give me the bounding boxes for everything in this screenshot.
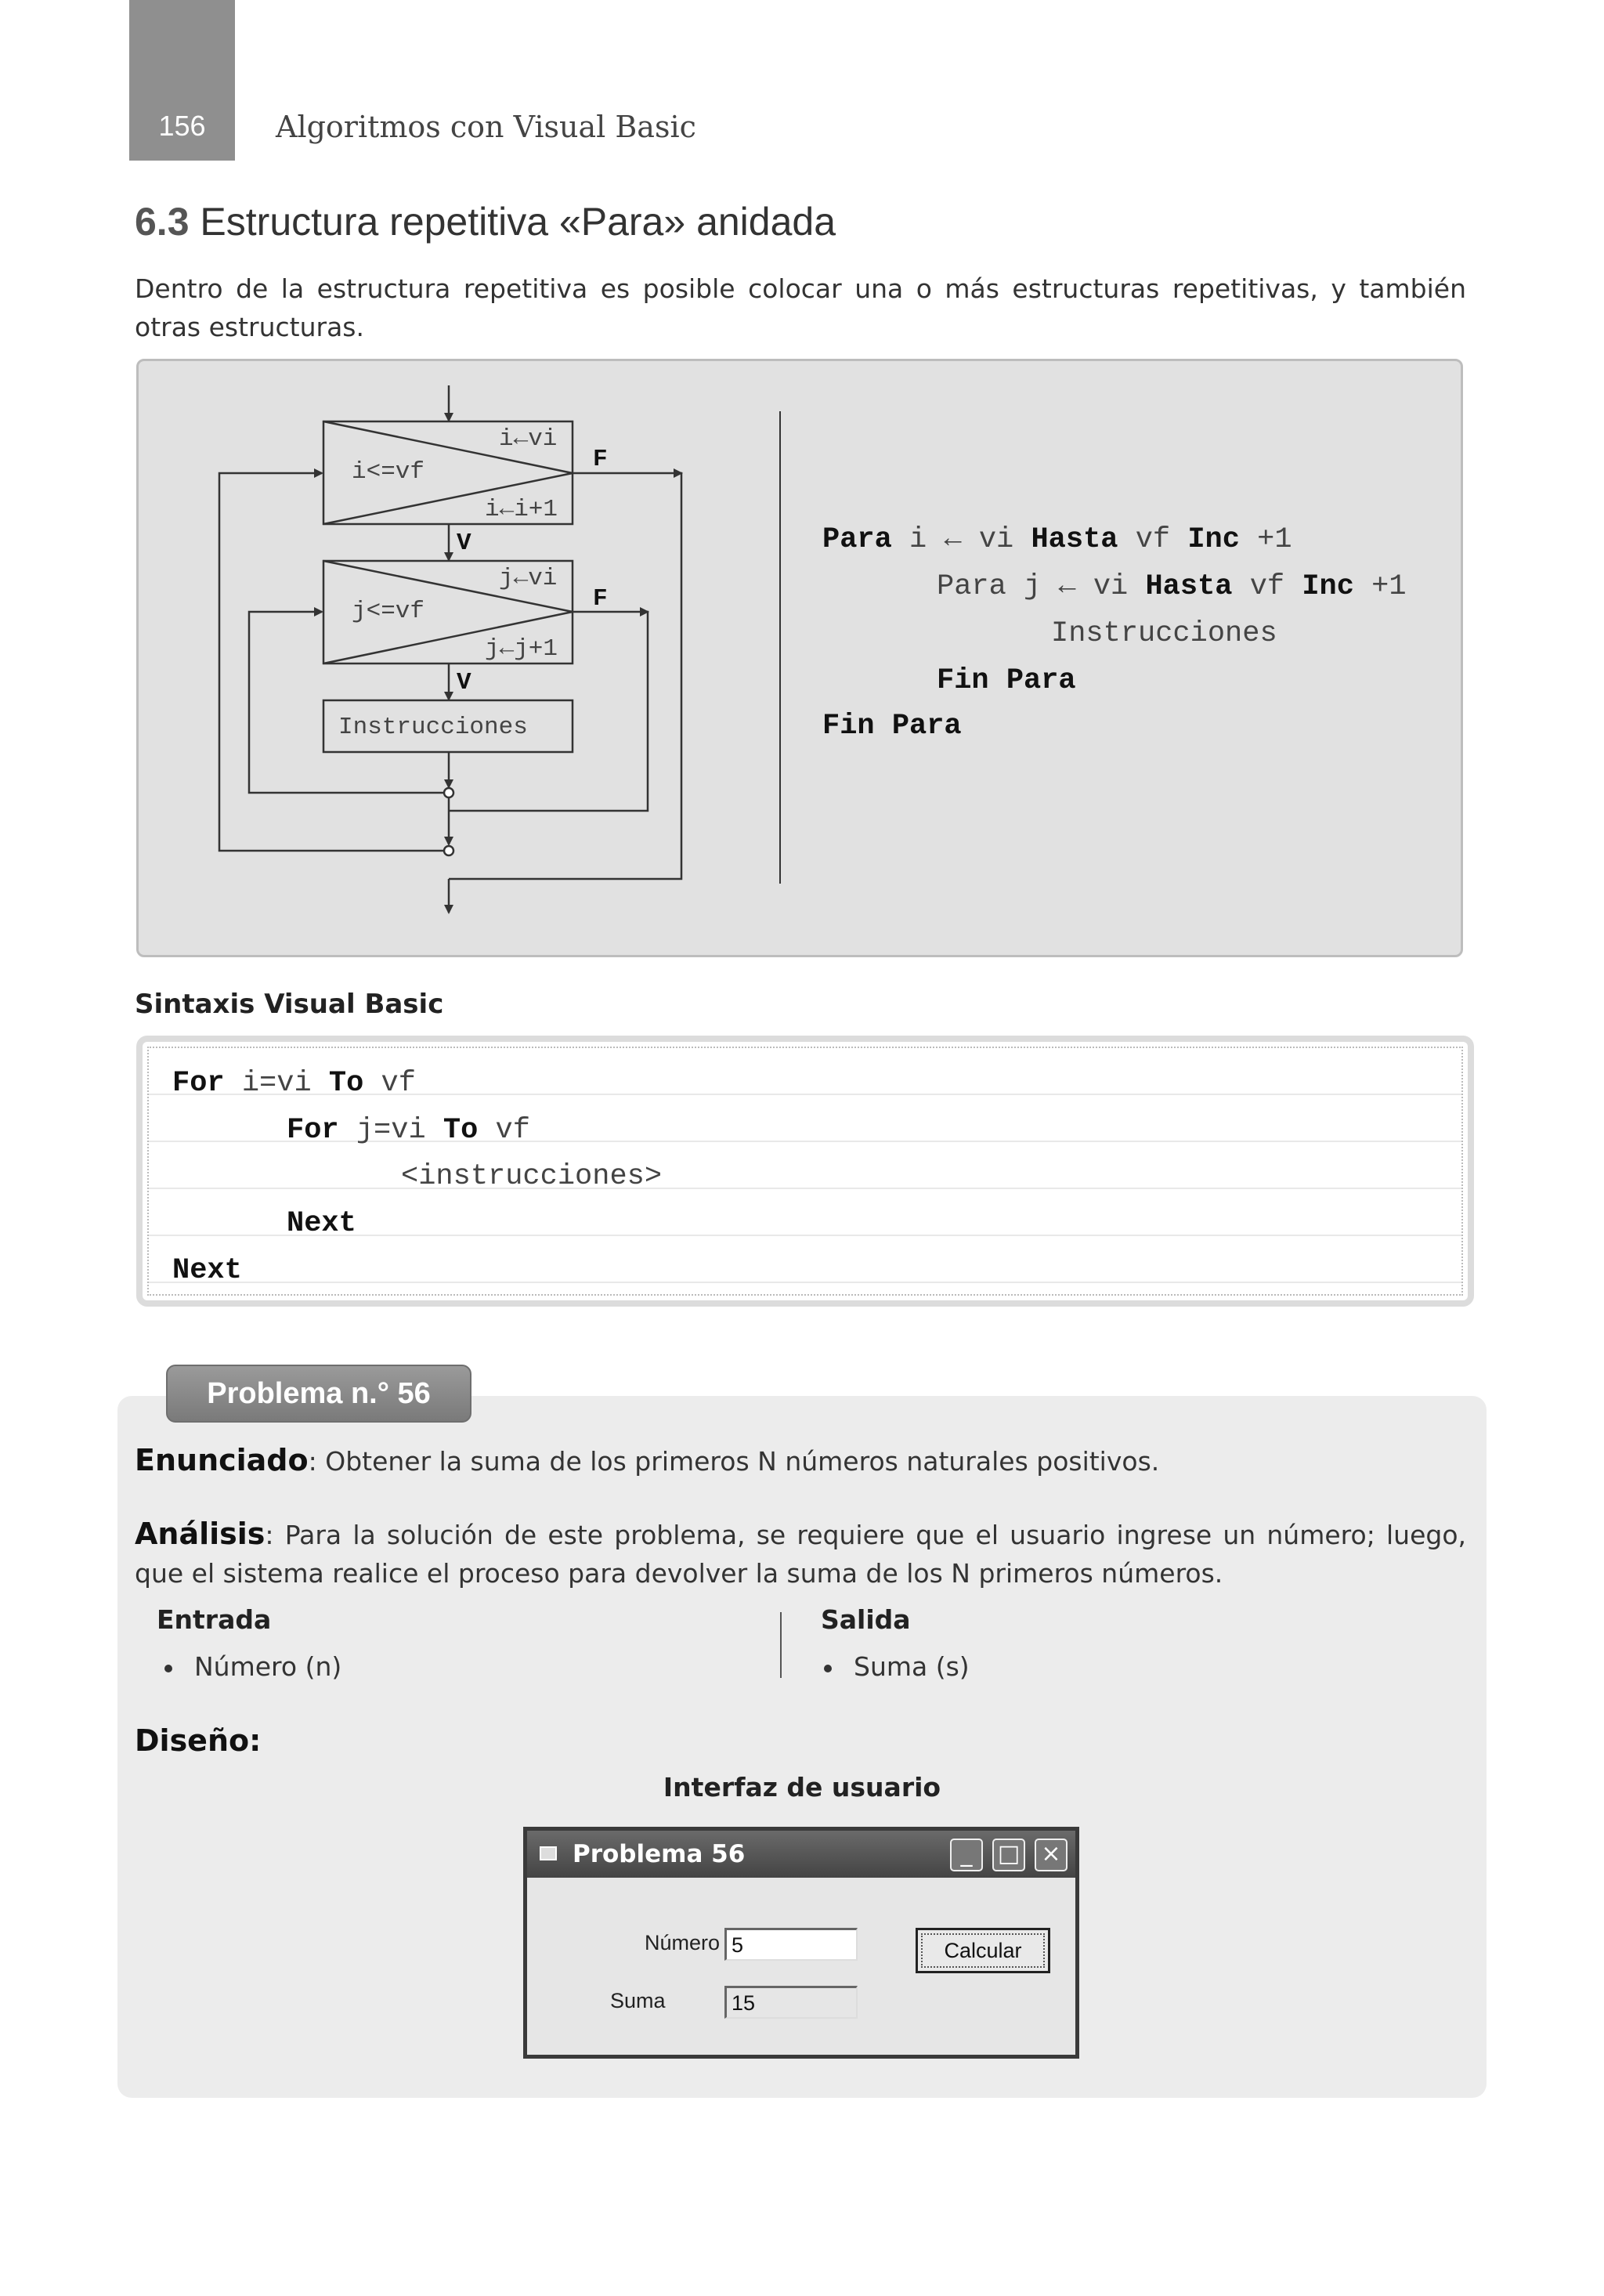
code-line-1: For i=vi To vf [172,1067,416,1100]
syntax-heading: Sintaxis Visual Basic [135,989,444,1020]
inner-join-connector [444,788,453,797]
inner-init-label: j←vi [499,565,558,592]
problem-analysis: Análisis: Para la solución de este problema, se requiere que el usuario ingrese un número; luego, que el sistema realice el proceso para devolver la suma de los N primeros números. [135,1517,1466,1589]
window-icon [540,1846,557,1860]
code-box [136,1036,1474,1307]
inner-inc-label: j←j+1 [485,635,558,663]
outer-init-label: i←vi [499,425,558,453]
app-window [523,1827,1079,2059]
window-titlebar[interactable] [527,1831,1075,1878]
problem-tab: Problema n.° 56 [166,1365,471,1423]
output-item: Suma (s) [824,1651,970,1682]
design-label: Diseño: [135,1723,262,1758]
section-title-text: Estructura repetitiva «Para» anidada [200,200,836,244]
input-heading: Entrada [157,1604,272,1635]
calculate-button-label: Calcular [921,1933,1045,1968]
ui-caption: Interfaz de usuario [663,1772,941,1802]
instructions-label: Instrucciones [338,714,528,741]
page-number: 156 [158,110,206,142]
sum-field: 15 [724,1986,858,2019]
code-line-2: For j=vi To vf [287,1114,530,1147]
outer-cond-label: i<=vf [352,458,425,486]
output-heading: Salida [821,1604,911,1635]
outer-false-path [449,473,681,879]
intro-paragraph: Dentro de la estructura repetitiva es posible colocar una o más estructuras repetitivas, y también otras estructuras. [135,273,1466,342]
inner-false-label: F [593,585,608,613]
minimize-icon[interactable]: _ [950,1839,983,1871]
code-box-inner [147,1047,1463,1296]
pseudo-line-5: Fin Para [822,710,962,743]
outer-false-label: F [593,446,608,473]
pseudo-line-2: Para j ← vi Hasta vf Inc +1 [937,570,1407,603]
input-item: Número (n) [164,1651,341,1682]
pseudo-line-4: Fin Para [937,664,1076,697]
inner-true-label: V [457,669,471,696]
close-icon[interactable]: × [1035,1839,1068,1871]
outer-inc-label: i←i+1 [485,496,558,523]
outer-join-connector [444,846,453,855]
code-line-5: Next [172,1254,242,1287]
code-line-3: <instrucciones> [401,1160,663,1193]
problem-statement: Enunciado: Obtener la suma de los primeros N números naturales positivos. [135,1443,1160,1477]
pseudo-line-1: Para i ← vi Hasta vf Inc +1 [822,523,1292,556]
bullet-icon [824,1665,832,1672]
pseudo-line-3: Instrucciones [1051,617,1277,650]
code-line-4: Next [287,1207,356,1240]
number-label: Número [645,1931,721,1954]
sum-label: Suma [610,1989,666,2012]
number-input[interactable]: 5 [724,1928,858,1961]
section-number: 6.3 [135,200,190,244]
calculate-button[interactable] [916,1928,1050,1973]
io-divider [780,1612,782,1678]
bullet-icon [164,1665,172,1672]
outer-true-label: V [457,530,471,557]
running-head: Algoritmos con Visual Basic [276,110,696,144]
window-title: Problema 56 [573,1840,746,1868]
inner-cond-label: j<=vf [352,598,425,625]
maximize-icon[interactable]: □ [992,1839,1025,1871]
